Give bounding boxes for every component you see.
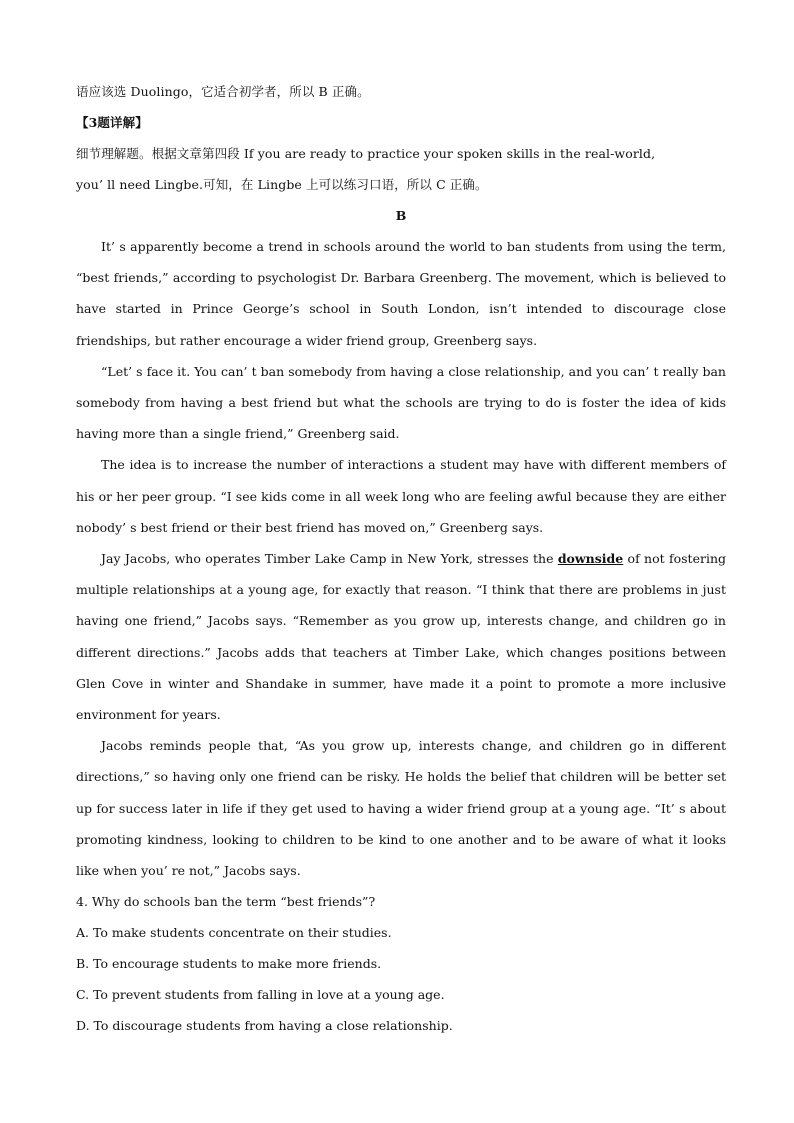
section-label: B [395,208,407,223]
p4-before: Jay Jacobs, who operates Timber Lake Camp in New York, stresses the [101,551,558,567]
passage-paragraph-1: It’ s apparently become a trend in schools around the world to ban students from using the term, “best friends,” according to psychologist Dr. Barbara Greenberg. The movement, which is believed to have started in Prince George’s school in South London, isn’t intended to discourage close friendships, but rather encourage a wider friend group, Greenberg says. [76,239,726,348]
q3-detail-line1: 细节理解题。根据文章第四段 If you are ready to practice your spoken skills in the real-world, [76,146,656,161]
passage-paragraph-5: Jacobs reminds people that, “As you grow up, interests change, and children go in different directions,” so having only one friend can be risky. He holds the belief that children will be better set up for success later in life if they get used to having a wider friend group at a young age. “It’ s about promoting kindness, looking to children to be kind to one another and to be aware of what it looks like when you’ re not,” Jacobs says. [76,738,726,879]
passage-paragraph-3: The idea is to increase the number of interactions a student may have with different members of his or her peer group. “I see kids come in all week long who are feeling awful because they are either nobody’ s best friend or their best friend has moved on,” Greenberg says. [76,457,726,535]
q3-heading: 【3题详解】 [76,115,148,130]
question-4-option-b: B. To encourage students to make more friends. [76,956,382,972]
question-4-option-d: D. To discourage students from having a close relationship. [76,1018,453,1034]
passage-paragraph-2: “Let’ s face it. You can’ t ban somebody from having a close relationship, and you can’ t really ban somebody from having a best friend but what the schools are trying to do is foster the idea of kids having more than a single friend,” Greenberg said. [76,363,726,442]
question-4-option-c: C. To prevent students from falling in love at a young age. [76,987,445,1003]
passage-paragraph-4 [76,543,726,730]
top-margin [76,0,726,76]
answer-tail-text: 语应该选 Duolingo，它适合初学者，所以 B 正确。 [76,84,370,99]
p4-after: of not fostering multiple relationships at a young age, for exactly that reason. “I think that there are problems in just having one friend,” Jacobs says. “Remember as you grow up, interests change, and children go in different directions.” Jacobs adds that teachers at Timber Lake, which changes positions between Glen Cove in winter and Shandake in summer, have made it a point to promote a more inclusive environment for years. [76,551,726,723]
question-4-option-a: A. To make students concentrate on their studies. [76,925,392,941]
underlined-keyword: downside [557,551,624,567]
document-page [76,0,726,1041]
q3-detail-line2: you’ ll need Lingbe.可知，在 Lingbe 上可以练习口语，所以 C 正确。 [76,177,488,192]
question-4-stem: 4. Why do schools ban the term “best friends”? [76,894,376,910]
